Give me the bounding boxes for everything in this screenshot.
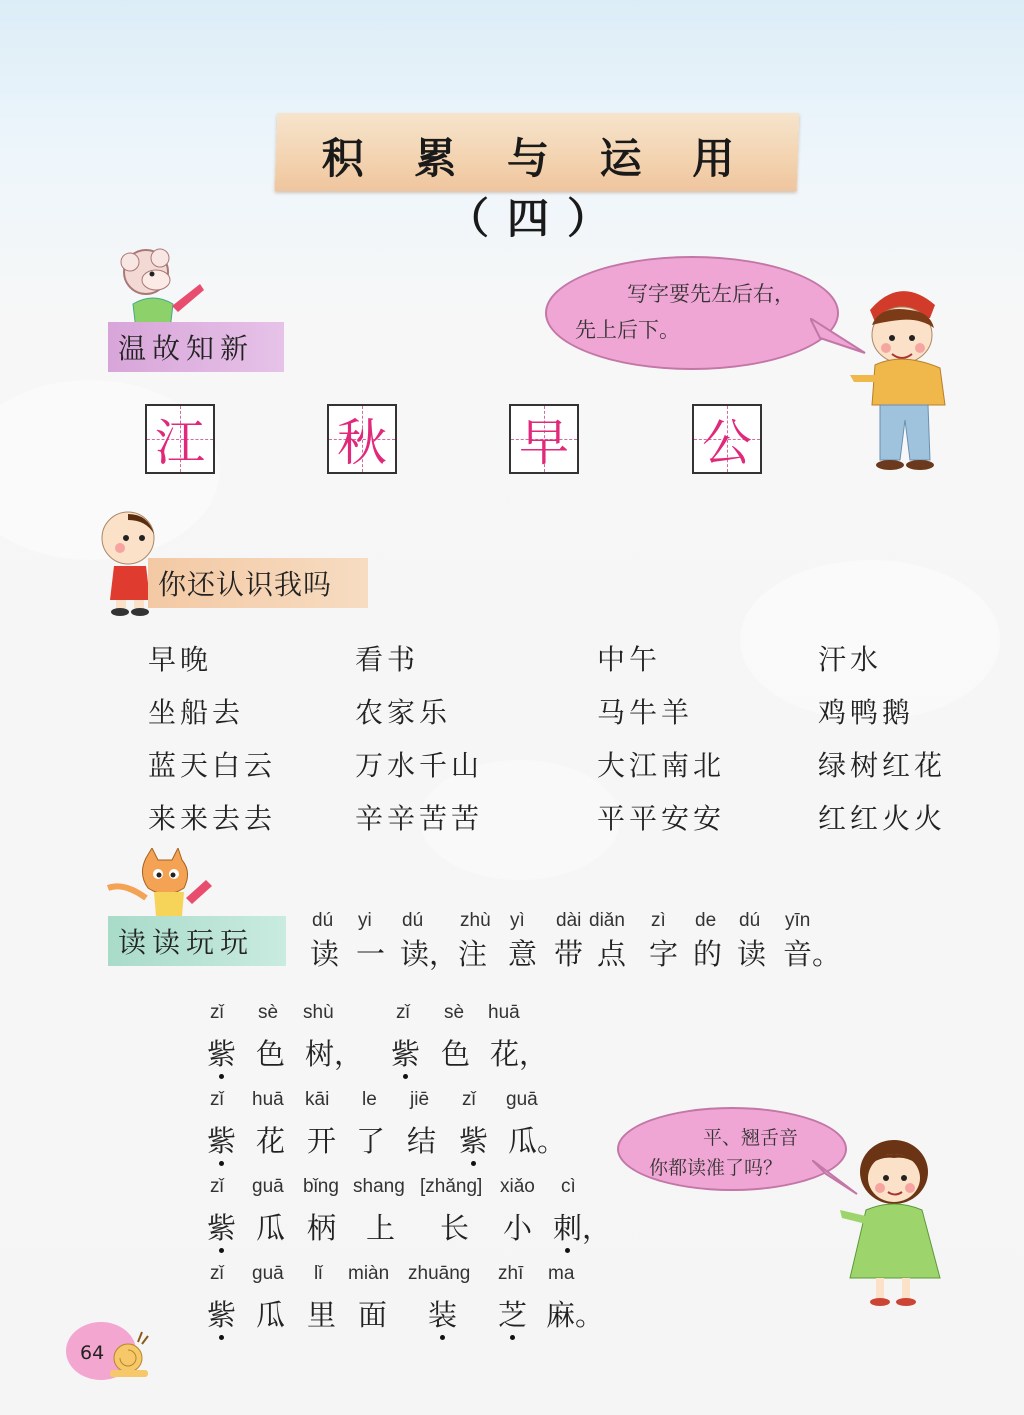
character: 早 [519,414,569,472]
bubble-text-line: 你都读准了吗？ [649,1157,783,1179]
instruction-pinyin: zhù [460,910,491,931]
poem-char: 瓜 [256,1298,286,1332]
poem-char: 柄 [307,1211,337,1245]
poem-pinyin: zǐ [396,1002,410,1023]
character-box [692,404,762,474]
character: 公 [702,414,752,472]
instruction-char: 点 [597,937,627,971]
poem-pinyin: zǐ [210,1263,224,1284]
poem-char: 小 [503,1211,533,1245]
instruction-char: 读 [737,937,767,971]
poem-pinyin: le [362,1089,377,1110]
instruction-char: 读， [400,937,459,971]
poem-char: 紫 [459,1124,489,1158]
emphasis-dot [403,1074,408,1079]
poem-pinyin: ma [548,1263,575,1284]
word-item: 大江南北 [597,749,726,782]
instruction-char: 音。 [783,937,842,971]
poem-char: 结 [407,1124,437,1158]
poem-pinyin: shang [353,1176,405,1197]
poem-char: 瓜。 [508,1124,567,1158]
page-title: 积 累 与 运 用（四） [321,134,753,243]
poem-pinyin: bǐng [303,1176,339,1197]
boy-with-cap-icon [850,280,960,475]
poem-char: 了 [356,1124,386,1158]
instruction-pinyin: yì [510,910,525,931]
word-item: 红红火火 [818,802,947,835]
character-box [145,404,215,474]
snail-icon [110,1330,150,1380]
instruction-char: 读 [310,937,340,971]
poem-char: 色 [441,1037,471,1071]
word-item: 辛辛苦苦 [355,802,484,835]
word-item: 农家乐 [355,696,452,729]
word-item: 马牛羊 [597,696,694,729]
poem-char: 紫 [391,1037,421,1071]
poem-char: 长 [440,1211,470,1245]
poem-pinyin: kāi [305,1089,330,1110]
instruction-char: 字 [649,937,679,971]
poem-pinyin: [zhǎng] [420,1176,483,1197]
bubble-text-line: 先上后下。 [575,318,680,342]
poem-char: 紫 [207,1211,237,1245]
poem-char: 里 [307,1298,337,1332]
poem-pinyin: zǐ [210,1089,224,1110]
instruction-pinyin: yīn [785,910,811,931]
character: 秋 [337,414,387,472]
emphasis-dot [219,1335,224,1340]
poem-pinyin: jiē [410,1089,430,1110]
girl-mascot-icon [836,1130,946,1310]
instruction-char: 带 [554,937,584,971]
instruction-char: 意 [508,937,538,971]
emphasis-dot [440,1335,445,1340]
instruction-char: 的 [693,937,723,971]
word-item: 中午 [597,643,662,676]
bubble-text-line: 平、翘舌音 [703,1127,799,1149]
poem-char: 芝 [498,1298,528,1332]
word-item: 来来去去 [148,802,277,835]
poem-pinyin: huā [488,1002,520,1023]
poem-pinyin: guā [252,1176,284,1197]
poem-pinyin: huā [252,1089,284,1110]
poem-pinyin: lǐ [314,1263,323,1284]
word-item: 看书 [355,643,420,676]
poem-pinyin: zhuāng [408,1263,471,1284]
cat-mascot-icon [106,848,216,920]
word-item: 绿树红花 [818,749,947,782]
poem-char: 上 [366,1211,396,1245]
poem-char: 装 [428,1298,458,1332]
poem-pinyin: sè [258,1002,279,1023]
instruction-pinyin: diǎn [589,910,625,931]
character-box [327,404,397,474]
poem-char: 瓜 [256,1211,286,1245]
poem-char: 面 [358,1298,388,1332]
poem-char: 花 [256,1124,286,1158]
bubble-text-line: 写字要先左后右， [627,282,795,306]
section-label-recognize: 你还认识我吗 [148,558,368,608]
poem-pinyin: guā [506,1089,538,1110]
instruction-pinyin: dú [739,910,761,931]
instruction-pinyin: yi [358,910,372,931]
word-item: 坐船去 [148,696,245,729]
poem-char: 花， [490,1037,549,1071]
word-item: 平平安安 [597,802,726,835]
poem-pinyin: zhī [498,1263,524,1284]
poem-pinyin: miàn [348,1263,390,1284]
poem-pinyin: guā [252,1263,284,1284]
word-item: 汗水 [818,643,883,676]
instruction-char: 一 [356,937,386,971]
word-item: 万水千山 [355,749,484,782]
poem-char: 麻。 [546,1298,605,1332]
page-number: 64 [80,1342,105,1364]
poem-char: 树， [305,1037,364,1071]
poem-char: 色 [256,1037,286,1071]
poem-char: 刺， [553,1211,612,1245]
poem-pinyin: zǐ [210,1002,224,1023]
poem-pinyin: zǐ [462,1089,476,1110]
word-item: 蓝天白云 [148,749,277,782]
poem-pinyin: sè [444,1002,465,1023]
emphasis-dot [565,1248,570,1253]
instruction-pinyin: dài [556,910,582,931]
instruction-pinyin: dú [402,910,424,931]
section-label-read: 读读玩玩 [108,916,286,966]
emphasis-dot [219,1074,224,1079]
poem-char: 紫 [207,1124,237,1158]
section-label-review: 温故知新 [108,322,284,372]
poem-char: 开 [307,1124,337,1158]
sheep-mascot-icon [108,244,208,330]
poem-pinyin: cì [561,1176,576,1197]
emphasis-dot [510,1335,515,1340]
poem-pinyin: xiǎo [500,1176,535,1197]
instruction-char: 注 [458,937,488,971]
emphasis-dot [471,1161,476,1166]
poem-pinyin: zǐ [210,1176,224,1197]
emphasis-dot [219,1248,224,1253]
word-item: 鸡鸭鹅 [818,696,915,729]
instruction-pinyin: de [695,910,717,931]
poem-pinyin: shù [303,1002,334,1023]
poem-char: 紫 [207,1037,237,1071]
speech-bubble-stroke-order [545,256,839,370]
instruction-pinyin: zì [651,910,666,931]
emphasis-dot [219,1161,224,1166]
instruction-pinyin: dú [312,910,334,931]
poem-char: 紫 [207,1298,237,1332]
character: 江 [155,414,205,472]
character-box [509,404,579,474]
word-item: 早晚 [148,643,213,676]
